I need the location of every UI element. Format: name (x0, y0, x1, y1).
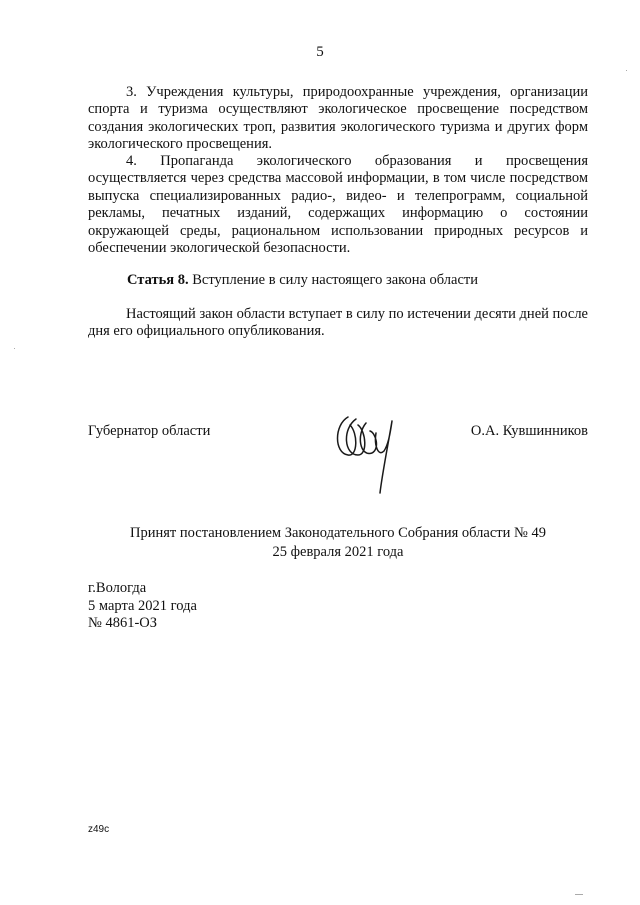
paragraph-3: 3. Учреждения культуры, природоохранные учреждения, организации спорта и туризма осуществляют экологическое просвещение посредством создания экологических троп, развития экологического туризма и других форм экологического просвещения. (88, 84, 588, 153)
signer-position: Губернатор области (88, 423, 211, 439)
article-heading (127, 272, 478, 289)
adoption-line-2: 25 февраля 2021 года (272, 544, 404, 560)
law-number: № 4861-ОЗ (88, 615, 158, 632)
article-title: Вступление в силу настоящего закона области (192, 272, 479, 288)
scan-speck (626, 70, 627, 71)
place-date-block (88, 580, 197, 633)
scan-speck (14, 348, 15, 349)
handwritten-signature (330, 405, 400, 495)
adoption-note (88, 524, 588, 562)
city: г.Вологда (88, 580, 147, 596)
scan-speck (575, 894, 583, 895)
article-label: Статья 8. (127, 272, 189, 288)
page-number: 5 (316, 44, 324, 60)
signer-name: О.А. Кувшинников (470, 423, 588, 439)
law-date: 5 марта 2021 года (88, 597, 197, 614)
article-text: Настоящий закон области вступает в силу по истечении десяти дней после дня его официального опубликования. (88, 306, 588, 340)
adoption-line-1: Принят постановлением Законодательного Собрания области № 49 (130, 525, 546, 541)
footer-code: z49c (88, 824, 110, 835)
paragraph-4: 4. Пропаганда экологического образования и просвещения осуществляется через средства массовой информации, в том числе посредством выпуска специализированных радио-, видео- и телепрограмм, социальной рекламы, печатных изданий, содержащих информацию о состоянии окружающей среды, рациональном использовании природных ресурсов и обеспечении экологической безопасности. (88, 153, 588, 257)
